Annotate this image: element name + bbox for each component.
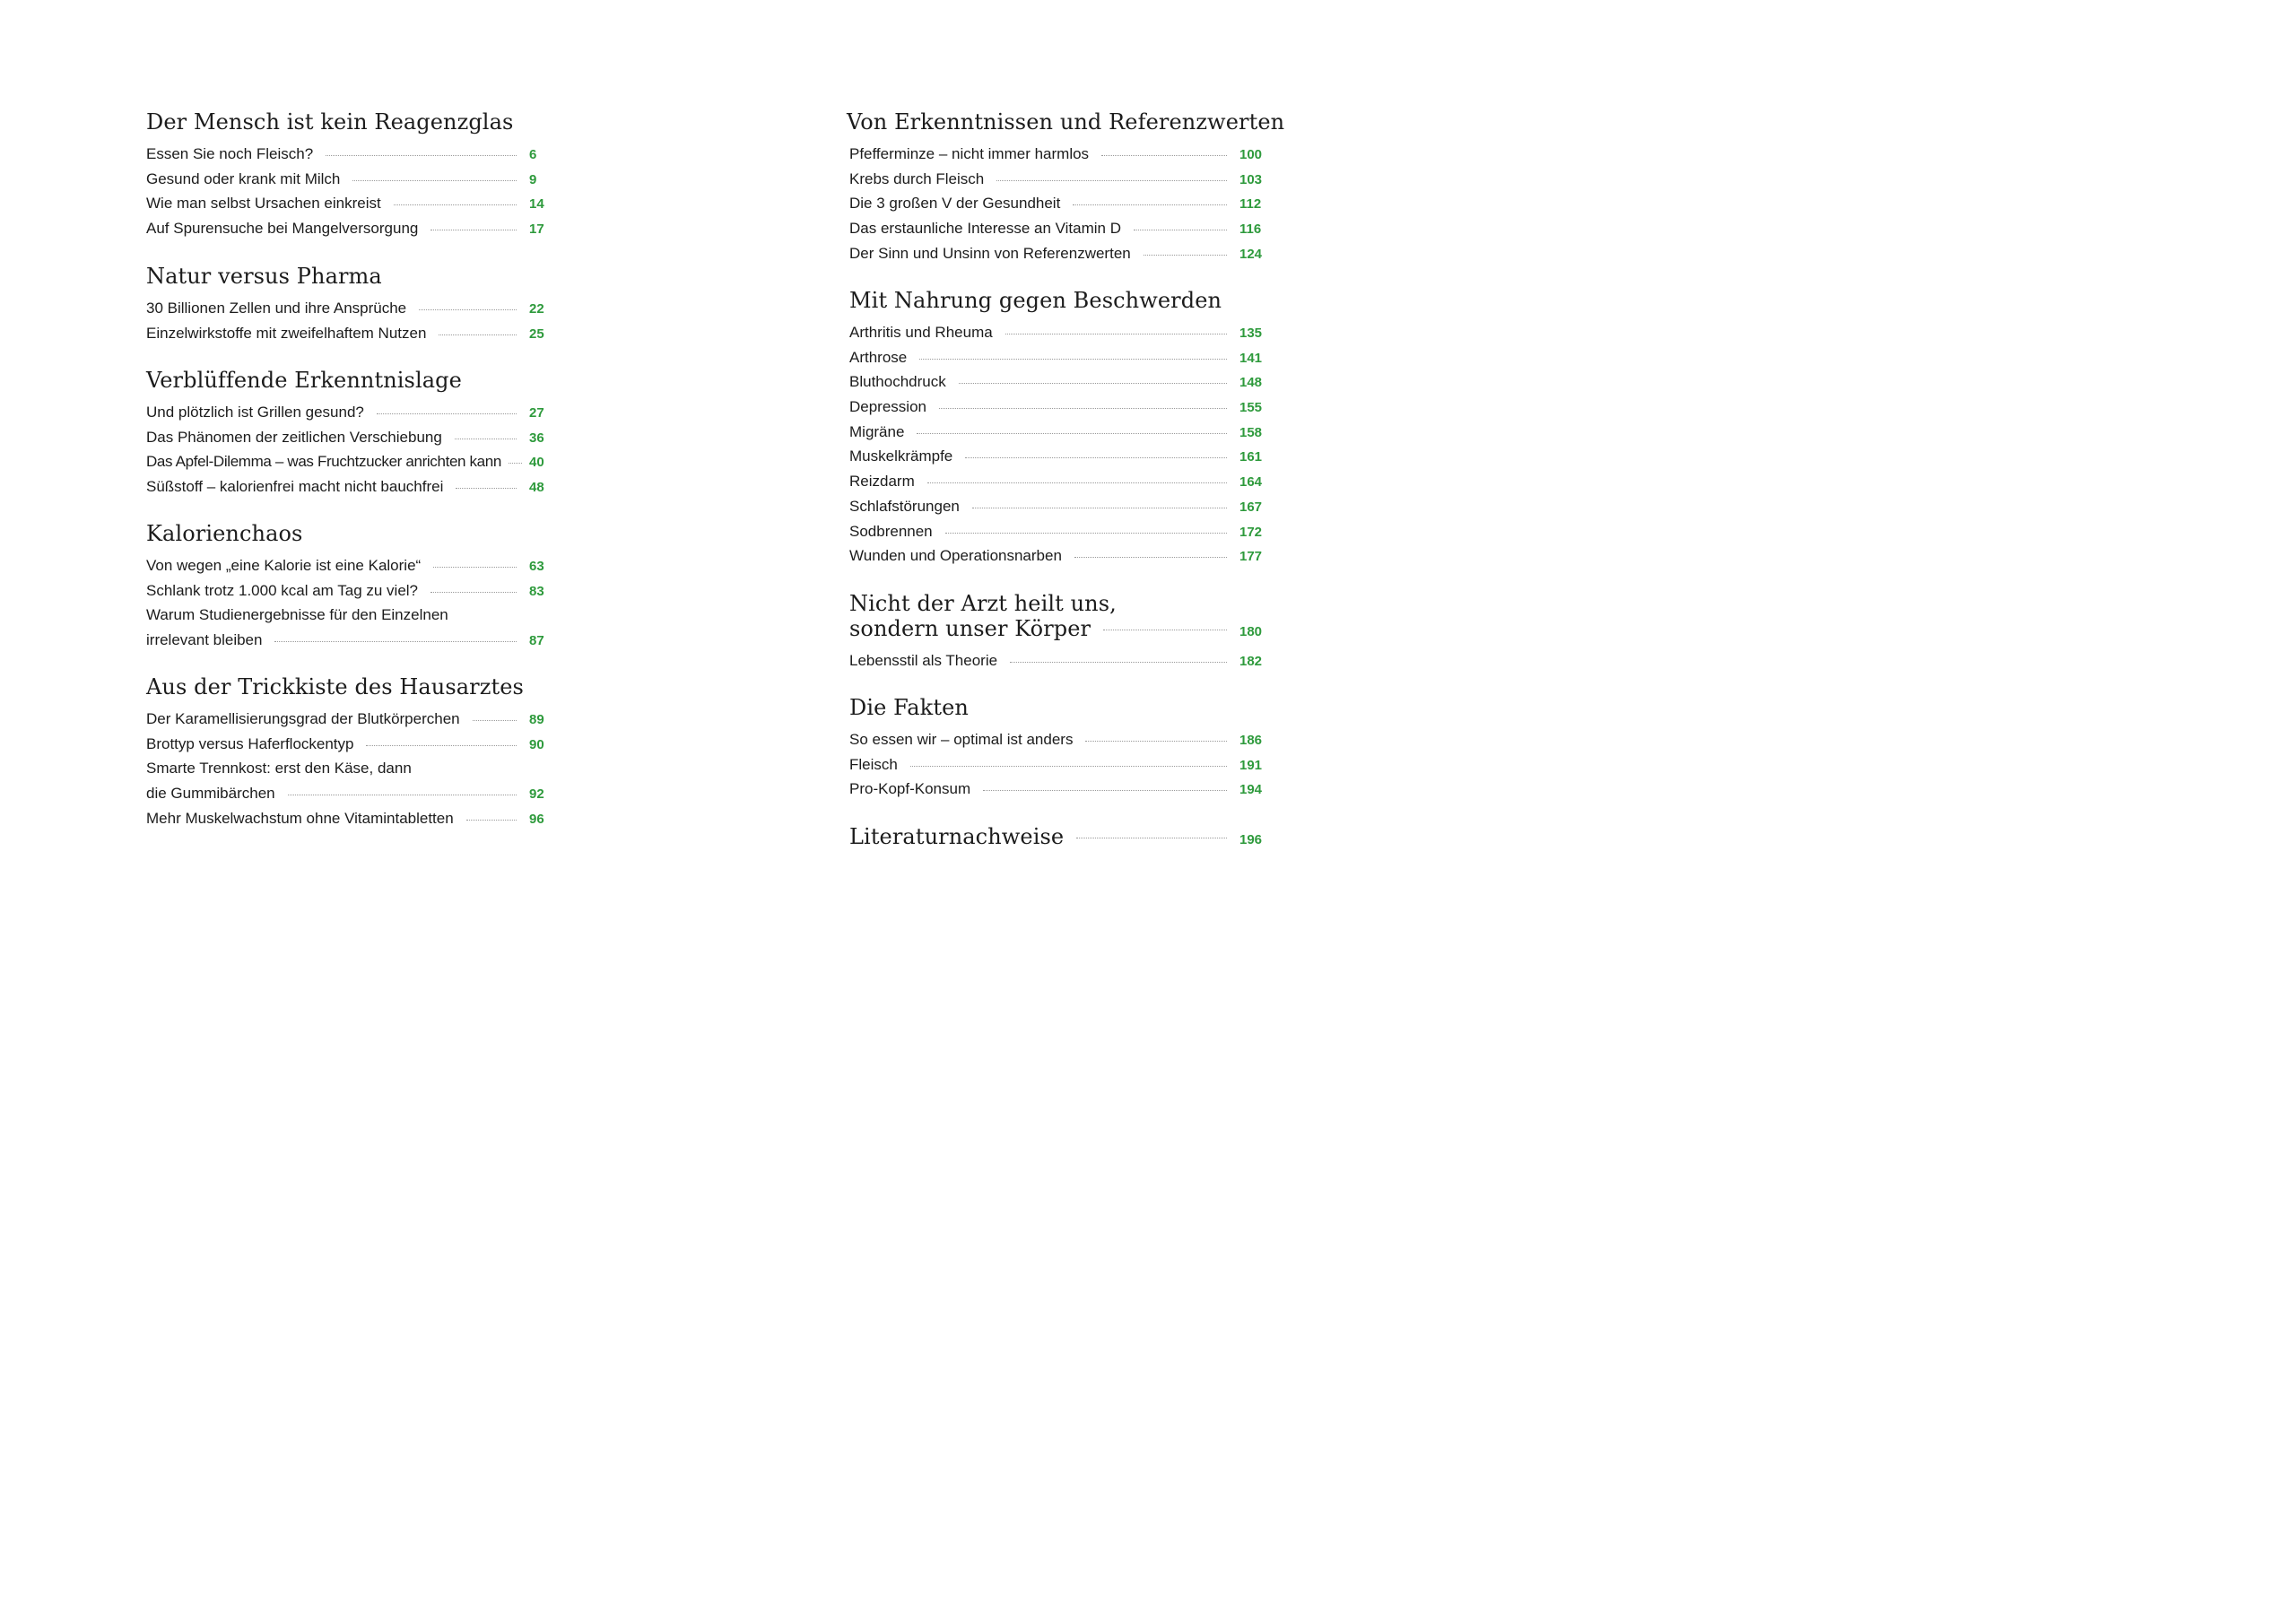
page-number: 83 bbox=[529, 583, 544, 599]
toc-entry[interactable] bbox=[849, 752, 1265, 777]
page-number: 89 bbox=[529, 712, 544, 727]
entry-label: So essen wir – optimal ist anders bbox=[849, 731, 1074, 748]
dot-leader bbox=[366, 745, 517, 746]
dot-leader bbox=[473, 720, 517, 721]
dot-leader bbox=[394, 204, 517, 205]
toc-entry[interactable] bbox=[849, 444, 1265, 469]
section-title: Der Mensch ist kein Reagenzglas bbox=[146, 109, 514, 135]
dot-leader bbox=[1085, 741, 1227, 742]
toc-entry[interactable] bbox=[146, 191, 554, 216]
entry-label: Schlank trotz 1.000 kcal am Tag zu viel? bbox=[146, 581, 419, 599]
dot-leader bbox=[927, 482, 1227, 483]
dot-leader bbox=[439, 334, 517, 335]
page-number: 17 bbox=[529, 222, 544, 238]
dot-leader bbox=[1144, 255, 1227, 256]
page-number: 158 bbox=[1239, 424, 1263, 440]
section-title: Natur versus Pharma bbox=[146, 264, 382, 289]
toc-section bbox=[849, 288, 1265, 569]
toc-section bbox=[146, 264, 554, 345]
entry-label-line1: Warum Studienergebnisse für den Einzelnen bbox=[146, 606, 448, 624]
dot-leader bbox=[352, 180, 517, 181]
dot-leader bbox=[1074, 557, 1227, 558]
entry-label: Von wegen „eine Kalorie ist eine Kalorie“ bbox=[146, 557, 422, 574]
section-title: Kalorienchaos bbox=[146, 521, 303, 546]
page-number: 148 bbox=[1239, 375, 1263, 391]
entry-label: Lebensstil als Theorie bbox=[849, 652, 998, 669]
toc-entry[interactable] bbox=[849, 519, 1265, 544]
page-number: 116 bbox=[1239, 222, 1262, 238]
entry-label-line1: Smarte Trennkost: erst den Käse, dann bbox=[146, 760, 412, 777]
toc-entry[interactable] bbox=[146, 296, 554, 321]
toc-entry[interactable] bbox=[849, 494, 1265, 519]
toc-section bbox=[847, 109, 1285, 265]
toc-entry[interactable] bbox=[849, 369, 1265, 395]
entry-label: Das Apfel-Dilemma – was Fruchtzucker anrichten kann bbox=[146, 453, 501, 471]
page-number: 161 bbox=[1239, 449, 1263, 465]
page-number: 135 bbox=[1239, 326, 1263, 341]
page-number: 194 bbox=[1239, 782, 1263, 798]
dot-leader bbox=[1101, 155, 1227, 156]
toc-entry[interactable] bbox=[849, 648, 1265, 673]
page-number: 182 bbox=[1239, 654, 1263, 669]
toc-entry[interactable] bbox=[146, 578, 554, 604]
dot-leader bbox=[509, 463, 522, 464]
page-number: 177 bbox=[1239, 549, 1263, 565]
dot-leader bbox=[996, 180, 1227, 181]
entry-label: Einzelwirkstoffe mit zweifelhaftem Nutzen bbox=[146, 324, 427, 342]
dot-leader bbox=[419, 309, 517, 310]
dot-leader bbox=[456, 488, 517, 489]
toc-section bbox=[849, 591, 1265, 673]
entry-label: Brottyp versus Haferflockentyp bbox=[146, 734, 354, 752]
toc-entry[interactable] bbox=[146, 474, 554, 499]
section-title: Literaturnachweise bbox=[849, 824, 1065, 849]
entry-label: 30 Billionen Zellen und ihre Ansprüche bbox=[146, 300, 407, 317]
toc-entry[interactable] bbox=[146, 167, 554, 192]
entry-label: Das Phänomen der zeitlichen Verschiebung bbox=[146, 428, 442, 446]
entry-label: Sodbrennen bbox=[849, 522, 933, 540]
entry-label: Der Sinn und Unsinn von Referenzwerten bbox=[849, 244, 1131, 262]
toc-entry[interactable] bbox=[849, 727, 1265, 752]
dot-leader bbox=[377, 413, 517, 414]
page-number: 87 bbox=[529, 633, 544, 649]
page-number: 172 bbox=[1239, 524, 1263, 540]
entry-label: Krebs durch Fleisch bbox=[849, 169, 985, 187]
toc-entry[interactable] bbox=[849, 320, 1265, 345]
dot-leader bbox=[945, 533, 1227, 534]
entry-label: Fleisch bbox=[849, 755, 898, 773]
dot-leader bbox=[433, 567, 517, 568]
page-number: 112 bbox=[1239, 196, 1262, 213]
toc-entry[interactable] bbox=[146, 449, 554, 474]
toc-section bbox=[849, 824, 1265, 849]
entry-label: die Gummibärchen bbox=[146, 785, 275, 803]
entry-label: Arthrose bbox=[849, 348, 908, 366]
entry-label: Wie man selbst Ursachen einkreist bbox=[146, 195, 381, 213]
toc-section bbox=[146, 368, 554, 499]
toc-section bbox=[146, 109, 554, 241]
entry-label: Auf Spurensuche bei Mangelversorgung bbox=[146, 220, 419, 238]
entry-label: Und plötzlich ist Grillen gesund? bbox=[146, 404, 364, 421]
dot-leader bbox=[430, 592, 517, 593]
page-number: 25 bbox=[529, 326, 544, 342]
toc-entry[interactable] bbox=[146, 142, 554, 167]
section-title: Mit Nahrung gegen Beschwerden bbox=[849, 288, 1222, 313]
page-number: 167 bbox=[1239, 499, 1263, 515]
dot-leader bbox=[965, 457, 1227, 458]
toc-entry[interactable] bbox=[849, 142, 1265, 167]
section-title-line2: sondern unser Körper bbox=[849, 616, 1091, 641]
page-number: 22 bbox=[529, 301, 544, 317]
dot-leader bbox=[910, 766, 1227, 767]
page-number: 180 bbox=[1239, 624, 1263, 639]
page-number: 155 bbox=[1239, 400, 1263, 416]
entry-label: Wunden und Operationsnarben bbox=[849, 547, 1062, 565]
toc-entry[interactable] bbox=[146, 425, 554, 450]
section-title-line1: Nicht der Arzt heilt uns, bbox=[849, 591, 1117, 616]
entry-label: Gesund oder krank mit Milch bbox=[146, 169, 341, 187]
toc-section bbox=[146, 674, 554, 830]
page-number: 63 bbox=[529, 559, 544, 574]
dot-leader bbox=[959, 383, 1227, 384]
toc-section bbox=[146, 521, 554, 653]
entry-label: Mehr Muskelwachstum ohne Vitamintabletten bbox=[146, 809, 454, 827]
entry-label: Bluthochdruck bbox=[849, 373, 946, 391]
entry-label: Schlafstörungen bbox=[849, 497, 960, 515]
entry-label: Muskelkrämpfe bbox=[849, 447, 953, 465]
dot-leader bbox=[919, 359, 1227, 360]
page-number: 27 bbox=[529, 405, 544, 421]
entry-label: Der Karamellisierungsgrad der Blutkörperchen bbox=[146, 710, 460, 727]
entry-label: Essen Sie noch Fleisch? bbox=[146, 145, 314, 162]
page-number: 103 bbox=[1239, 171, 1263, 187]
toc-entry[interactable] bbox=[849, 167, 1265, 192]
page-number: 164 bbox=[1239, 474, 1263, 491]
toc-entry[interactable] bbox=[849, 395, 1265, 420]
page-number: 90 bbox=[529, 736, 544, 752]
toc-entry[interactable] bbox=[849, 469, 1265, 494]
page-number: 100 bbox=[1239, 147, 1263, 162]
entry-label: Reizdarm bbox=[849, 473, 915, 491]
toc-entry[interactable] bbox=[146, 732, 554, 757]
dot-leader bbox=[326, 155, 517, 156]
toc-entry[interactable] bbox=[146, 628, 554, 653]
section-title: Aus der Trickkiste des Hausarztes bbox=[146, 674, 524, 699]
page-number: 9 bbox=[529, 171, 537, 187]
dot-leader bbox=[274, 641, 517, 642]
toc-entry[interactable] bbox=[849, 241, 1265, 266]
page-number: 40 bbox=[529, 455, 544, 471]
page-number: 186 bbox=[1239, 733, 1263, 748]
entry-label: Süßstoff – kalorienfrei macht nicht bauchfrei bbox=[146, 478, 444, 496]
entry-label: Depression bbox=[849, 398, 926, 416]
toc-section bbox=[849, 695, 1265, 802]
page-number: 48 bbox=[529, 480, 544, 496]
toc-entry[interactable] bbox=[146, 781, 554, 806]
page-number: 196 bbox=[1239, 832, 1263, 847]
toc-entry[interactable] bbox=[146, 321, 554, 346]
toc-entry[interactable] bbox=[849, 216, 1265, 241]
toc-title-entry[interactable] bbox=[849, 616, 1265, 641]
page-number: 191 bbox=[1239, 757, 1263, 773]
toc-entry[interactable] bbox=[146, 806, 554, 831]
page-number: 36 bbox=[529, 430, 544, 446]
toc-entry[interactable] bbox=[849, 345, 1265, 370]
dot-leader bbox=[983, 790, 1227, 791]
dot-leader bbox=[939, 408, 1227, 409]
entry-label: Migräne bbox=[849, 422, 905, 440]
entry-label: Das erstaunliche Interesse an Vitamin D bbox=[849, 220, 1122, 238]
page-number: 124 bbox=[1239, 246, 1263, 262]
entry-label: Die 3 großen V der Gesundheit bbox=[849, 195, 1061, 213]
toc-entry[interactable] bbox=[146, 400, 554, 425]
page-number: 96 bbox=[529, 811, 544, 827]
toc-entry[interactable] bbox=[849, 420, 1265, 445]
toc-title-entry[interactable] bbox=[849, 824, 1265, 849]
entry-label: Arthritis und Rheuma bbox=[849, 324, 993, 341]
section-title: Verblüffende Erkenntnislage bbox=[146, 368, 462, 393]
dot-leader bbox=[917, 433, 1227, 434]
page-number: 14 bbox=[529, 196, 544, 213]
dot-leader bbox=[1073, 204, 1227, 205]
page-number: 141 bbox=[1239, 350, 1263, 366]
section-title: Von Erkenntnissen und Referenzwerten bbox=[847, 109, 1285, 135]
toc-entry[interactable] bbox=[146, 216, 554, 241]
toc-entry[interactable] bbox=[146, 553, 554, 578]
toc-entry[interactable] bbox=[849, 777, 1265, 802]
dot-leader bbox=[1010, 662, 1227, 663]
entry-label: irrelevant bleiben bbox=[146, 631, 263, 649]
toc-entry[interactable] bbox=[849, 543, 1265, 569]
entry-label: Pfefferminze – nicht immer harmlos bbox=[849, 145, 1090, 162]
toc-entry[interactable] bbox=[146, 707, 554, 732]
page-number: 6 bbox=[529, 147, 537, 162]
entry-label: Pro-Kopf-Konsum bbox=[849, 780, 971, 798]
dot-leader bbox=[466, 820, 517, 821]
page-number: 92 bbox=[529, 786, 544, 803]
toc-entry[interactable] bbox=[849, 191, 1265, 216]
section-title: Die Fakten bbox=[849, 695, 969, 720]
